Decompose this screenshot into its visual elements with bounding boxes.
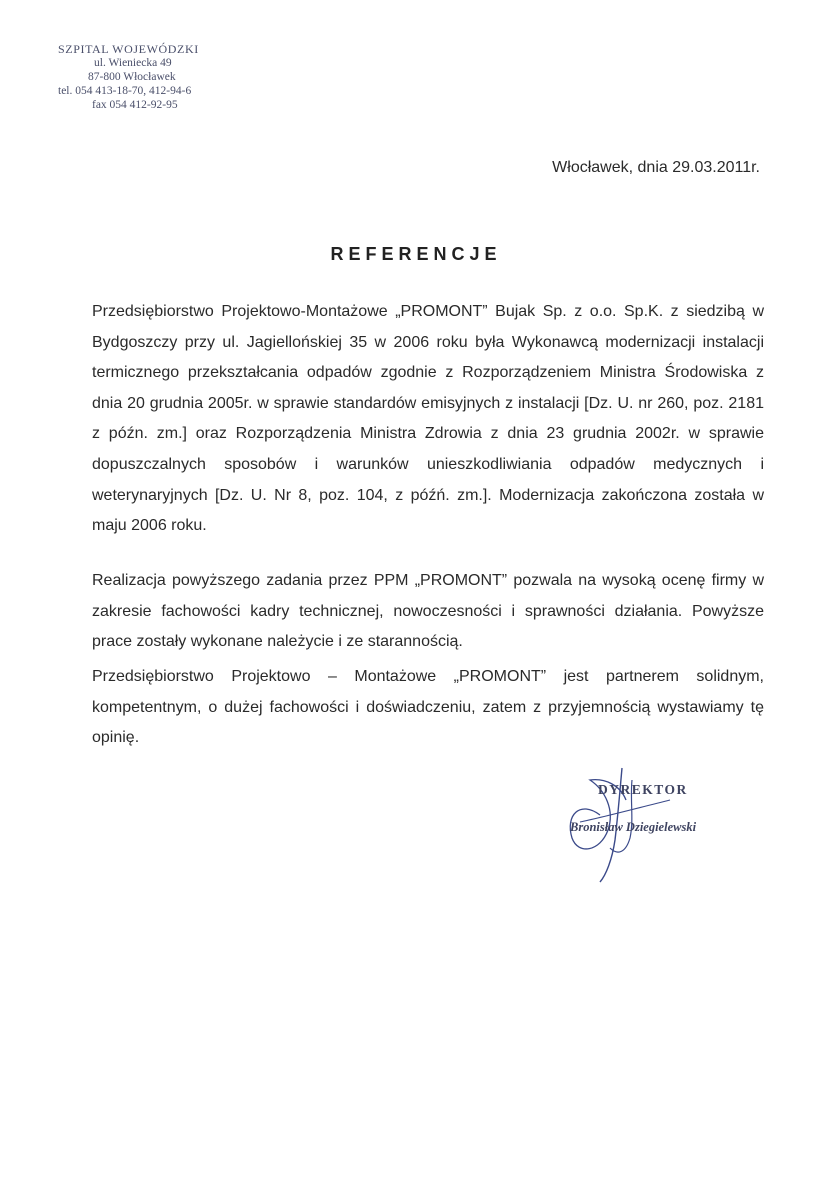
letter-date: Włocławek, dnia 29.03.2011r.	[552, 159, 760, 176]
stamp-street: ul. Wienieckа 49	[94, 57, 172, 69]
stamp-phone: tel. 054 413-18-70, 412-94-6	[58, 85, 192, 97]
signature-name: Bronisław Dziegielewski	[570, 820, 697, 834]
stamp-city: 87-800 Włocławek	[88, 71, 176, 83]
paragraph-recommendation: Przedsiębiorstwo Projektowo – Montażowe „PROMONT” jest partnerem solidnym, kompetentnym, o dużej fachowości i doświadczeniu, zatem z przyjemnością wystawiamy tę opinię.	[92, 668, 764, 747]
paragraph-intro: Przedsiębiorstwo Projektowo-Montażowe „PROMONT” Bujak Sp. z o.o. Sp.K. z siedzibą w Bydgoszczy przy ul. Jagiellońskiej 35 w 2006 roku była Wykonawcą modernizacji instalacji termicznego przekształcania odpadów zgodnie z Rozporządzeniem Ministra Środowiska z dnia 20 grudnia 2005r. w sprawie standardów emisyjnych z instalacji [Dz. U. nr 260, poz. 2181 z późn. zm.] oraz Rozporządzenia Ministra Zdrowia z dnia 23 grudnia 2002r. w sprawie dopuszczalnych sposobów i warunków unieszkodliwiania odpadów medycznych i weterynaryjnych [Dz. U. Nr 8, poz. 104, z późń. zm.]. Modernizacja zakończona została w maju 2006 roku.	[92, 303, 764, 535]
signature-block	[560, 760, 770, 890]
hospital-stamp	[58, 42, 258, 112]
stamp-name: SZPITAL WOJEWÓDZKI	[58, 42, 199, 56]
signature-role: DYREKTOR	[598, 782, 688, 797]
stamp-fax: fax 054 412-92-95	[92, 99, 178, 111]
document-title: REFERENCJE	[330, 244, 502, 264]
paragraph-assessment: Realizacja powyższego zadania przez PPM „PROMONT” pozwala na wysoką ocenę firmy w zakresie fachowości kadry technicznej, nowoczesności i sprawności działania. Powyższe prace zostały wykonane należycie i ze starannością.	[92, 572, 764, 651]
